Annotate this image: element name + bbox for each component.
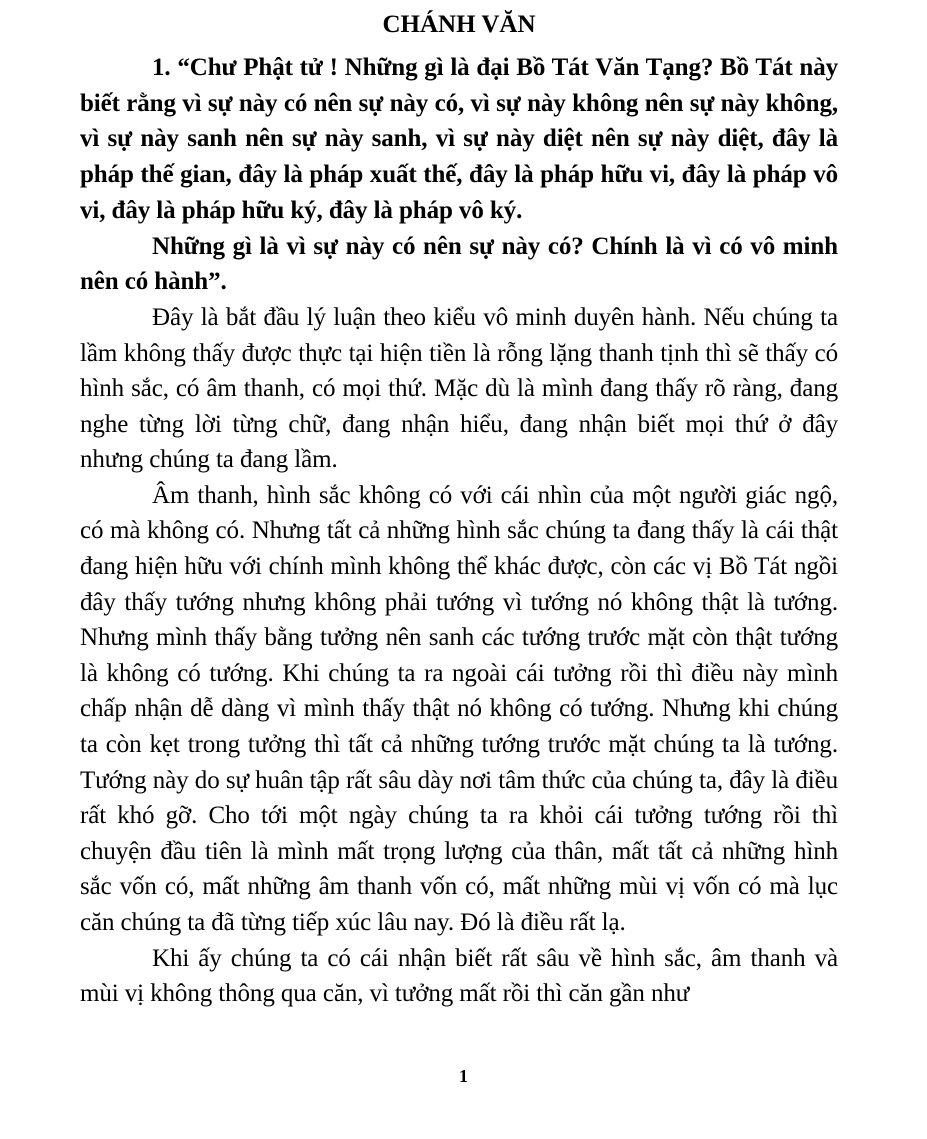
sutra-paragraph-1: 1. “Chư Phật tử ! Những gì là đại Bồ Tát Văn Tạng? Bồ Tát này biết rằng vì sự này có nên sự này có, vì sự này không nên sự này không, vì sự này sanh nên sự này sanh, vì sự này diệt nên sự này diệt, đây là pháp thế gian, đây là pháp xuất thế, đây là pháp hữu vi, đây là pháp vô vi, đây là pháp hữu ký, đây là pháp vô ký. bbox=[80, 54, 838, 224]
page-title: CHÁNH VĂN bbox=[382, 11, 536, 38]
page-number: 1 bbox=[459, 1066, 468, 1086]
commentary-paragraph-2: Âm thanh, hình sắc không có với cái nhìn của một người giác ngộ, có mà không có. Nhưng tất cả những hình sắc chúng ta đang thấy là cái thật đang hiện hữu với chính mình không thể khác được, còn các vị Bồ Tát ngồi đây thấy tướng nhưng không phải tướng vì tướng nó không thật là tướng. Nhưng mình thấy bằng tưởng nên sanh các tướng trước mặt còn thật tướng là không có tướng. Khi chúng ta ra ngoài cái tưởng rồi thì điều này mình chấp nhận dễ dàng vì mình thấy thật nó không có tướng. Nhưng khi chúng ta còn kẹt trong tưởng thì tất cả những tướng trước mặt chúng ta là tướng. Tướng này do sự huân tập rất sâu dày nơi tâm thức của chúng ta, đây là điều rất khó gỡ. Cho tới một ngày chúng ta ra khỏi cái tưởng tướng rồi thì chuyện đầu tiên là mình mất trọng lượng của thân, mất tất cả những hình sắc vốn có, mất những âm thanh vốn có, mất những mùi vị vốn có mà lục căn chúng ta đã từng tiếp xúc lâu nay. Đó là điều rất lạ. bbox=[80, 481, 838, 937]
document-page bbox=[80, 0, 838, 1012]
sutra-paragraph-2: Những gì là vì sự này có nên sự này có? Chính là vì có vô minh nên có hành”. bbox=[80, 232, 838, 296]
commentary-paragraph-3: Khi ấy chúng ta có cái nhận biết rất sâu về hình sắc, âm thanh và mùi vị không thông qua căn, vì tưởng mất rồi thì căn gần như bbox=[80, 944, 838, 1008]
commentary-paragraph-1: Đây là bắt đầu lý luận theo kiểu vô minh duyên hành. Nếu chúng ta lầm không thấy được thực tại hiện tiền là rỗng lặng thanh tịnh thì sẽ thấy có hình sắc, có âm thanh, có mọi thứ. Mặc dù là mình đang thấy rõ ràng, đang nghe từng lời từng chữ, đang nhận hiểu, đang nhận biết mọi thứ ở đây nhưng chúng ta đang lầm. bbox=[80, 303, 838, 474]
